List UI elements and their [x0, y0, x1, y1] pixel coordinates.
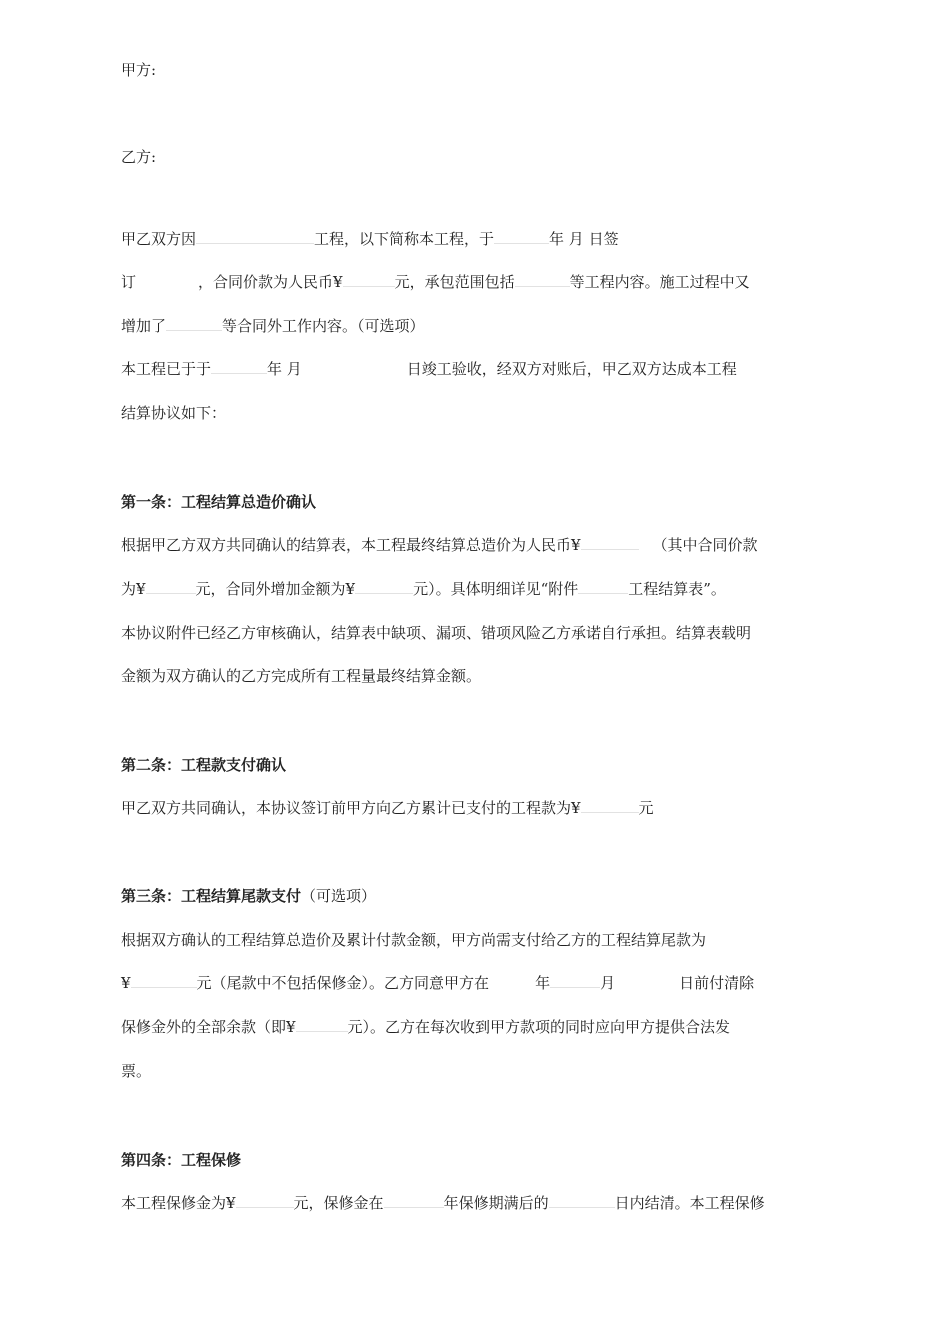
article-1-line-3: 本协议附件已经乙方审核确认，结算表中缺项、漏项、错项风险乙方承诺自行承担。结算表载明 — [121, 624, 752, 642]
article-1-line-4: 金额为双方确认的乙方完成所有工程量最终结算金额。 — [121, 667, 482, 685]
article-3-line-3: 保修金外的全部余款（即¥ 元）。乙方在每次收到甲方款项的同时应向甲方提供合法发 — [121, 1018, 731, 1036]
intro-line-3: 增加了 等合同外工作内容。（可选项） — [121, 317, 425, 335]
pay-month-blank — [550, 973, 600, 988]
scope-blank — [515, 272, 570, 287]
contract-price-blank — [343, 272, 395, 287]
article-3-line-4: 票。 — [121, 1062, 152, 1080]
party-a-label: 甲方: — [121, 61, 157, 79]
remaining-amount-blank — [296, 1017, 348, 1032]
intro-line-2: 订 ，合同价款为人民币¥ 元，承包范围包括 等工程内容。施工过程中又 — [121, 273, 750, 291]
sign-year-blank — [494, 229, 549, 244]
completion-year-blank — [211, 359, 267, 374]
intro-line-4: 本工程已于于 年 月 日竣工验收，经双方对账后，甲乙双方达成本工程 — [121, 360, 737, 378]
extra-amount-blank — [355, 579, 413, 594]
article-1-title: 第一条：工程结算总造价确认 — [121, 493, 317, 511]
settle-days-blank — [549, 1193, 615, 1208]
contract-amount-blank — [146, 579, 196, 594]
article-4-title: 第四条：工程保修 — [121, 1151, 242, 1169]
attachment-no-blank — [578, 579, 628, 594]
article-3-line-2: ¥ 元（尾款中不包括保修金）。乙方同意甲方在 年 月 日前付清除 — [121, 974, 755, 992]
article-2-title: 第二条：工程款支付确认 — [121, 756, 287, 774]
article-1-line-1: 根据甲乙方双方共同确认的结算表，本工程最终结算总造价为人民币¥ （其中合同价款 — [121, 536, 758, 554]
project-name-blank — [196, 229, 314, 244]
warranty-years-blank — [384, 1193, 444, 1208]
intro-line-1: 甲乙双方因 工程，以下简称本工程，于 年 月 日签 — [121, 230, 619, 248]
warranty-amount-blank — [236, 1193, 294, 1208]
article-3-line-1: 根据双方确认的工程结算总造价及累计付款金额，甲方尚需支付给乙方的工程结算尾款为 — [121, 931, 707, 949]
article-1-line-2: 为¥ 元，合同外增加金额为¥ 元）。具体明细详见“附件 工程结算表”。 — [121, 580, 726, 598]
article-2-line-1: 甲乙双方共同确认，本协议签订前甲方向乙方累计已支付的工程款为¥ 元 — [121, 799, 654, 817]
article-3-title: 第三条：工程结算尾款支付（可选项） — [121, 887, 377, 905]
intro-line-5: 结算协议如下： — [121, 404, 227, 422]
party-b-label: 乙方: — [121, 148, 157, 166]
paid-amount-blank — [581, 798, 639, 813]
article-4-line-1: 本工程保修金为¥ 元，保修金在 年保修期满后的 日内结清。本工程保修 — [121, 1194, 765, 1212]
balance-amount-blank — [131, 973, 197, 988]
extra-work-blank — [166, 316, 222, 331]
total-price-blank — [581, 535, 639, 550]
